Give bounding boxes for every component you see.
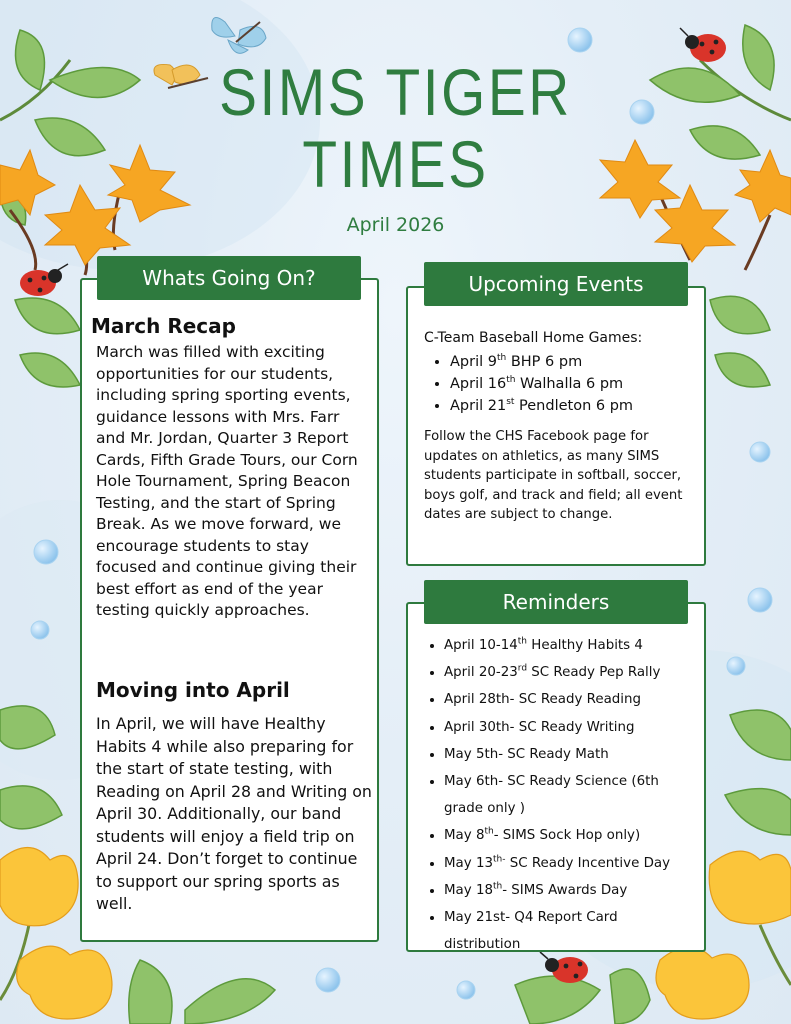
list-item: • April 20-23rd SC Ready Pep Rally (444, 659, 694, 686)
list-item: • May 18th- SIMS Awards Day (444, 877, 694, 904)
reminders-list (424, 632, 694, 958)
list-item: • May $13^{th-}$ SC Ready Incentive Day (444, 850, 694, 877)
newsletter-date: April 2026 (346, 214, 445, 236)
athletics-note: Follow the CHS Facebook page for updates on athletics, as many SIMS students participate in softball, soccer, boys golf, and track and field; all event dates are subject to change. (424, 429, 683, 522)
moving-into-april-heading: Moving into April (96, 678, 290, 702)
reminders-header: Reminders (424, 580, 688, 624)
list-item: • April 21st Pendleton 6 pm (450, 395, 694, 417)
list-item: • April 10-14th Healthy Habits 4 (444, 632, 694, 659)
list-item: • April 16th Walhalla 6 pm (450, 373, 694, 395)
list-item: • April 9th BHP 6 pm (450, 351, 694, 373)
list-item: • April 28th- SC Ready Reading (444, 686, 694, 713)
whats-going-on-header: Whats Going On? (97, 256, 361, 300)
list-item: • May 8th- SIMS Sock Hop only) (444, 822, 694, 849)
march-recap-text: March was filled with exciting opportunities for our students, including spring sporting events, guidance lessons with Mrs. Farr and Mr. Jordan, Quarter 3 Report Cards, Fifth Grade Tours, our Corn Hole Tournament, Spring Beacon Testing, and the start of Spring Break. As we move forward, we encourage students to stay focused and continue giving their best effort as end of the year testing quickly approaches. (96, 343, 358, 619)
upcoming-events-header: Upcoming Events (424, 262, 688, 306)
ladybug-icon (20, 264, 68, 296)
baseball-intro: C-Team Baseball Home Games: (424, 330, 643, 346)
baseball-games-list (424, 351, 694, 417)
list-item: • April 30th- SC Ready Writing (444, 714, 694, 741)
newsletter-title-line2: TIMES (302, 127, 489, 201)
list-item: • May 6th- SC Ready Science (6th grade only ) (444, 768, 694, 822)
march-recap-heading: March Recap (91, 314, 236, 338)
newsletter-title-line1: SIMS TIGER (219, 55, 572, 129)
list-item: • May 5th- SC Ready Math (444, 741, 694, 768)
list-item: • May 21st- Q4 Report Card distribution (444, 904, 694, 958)
moving-into-april-text: In April, we will have Healthy Habits 4 while also preparing for the start of state testing, with Reading on April 28 and Writing on April 30. Additionally, our band students will enjoy a field trip on April 24. Don’t forget to continue to support our spring sports as well. (96, 714, 372, 913)
reminders-body (424, 632, 694, 958)
upcoming-events-body (424, 328, 694, 525)
